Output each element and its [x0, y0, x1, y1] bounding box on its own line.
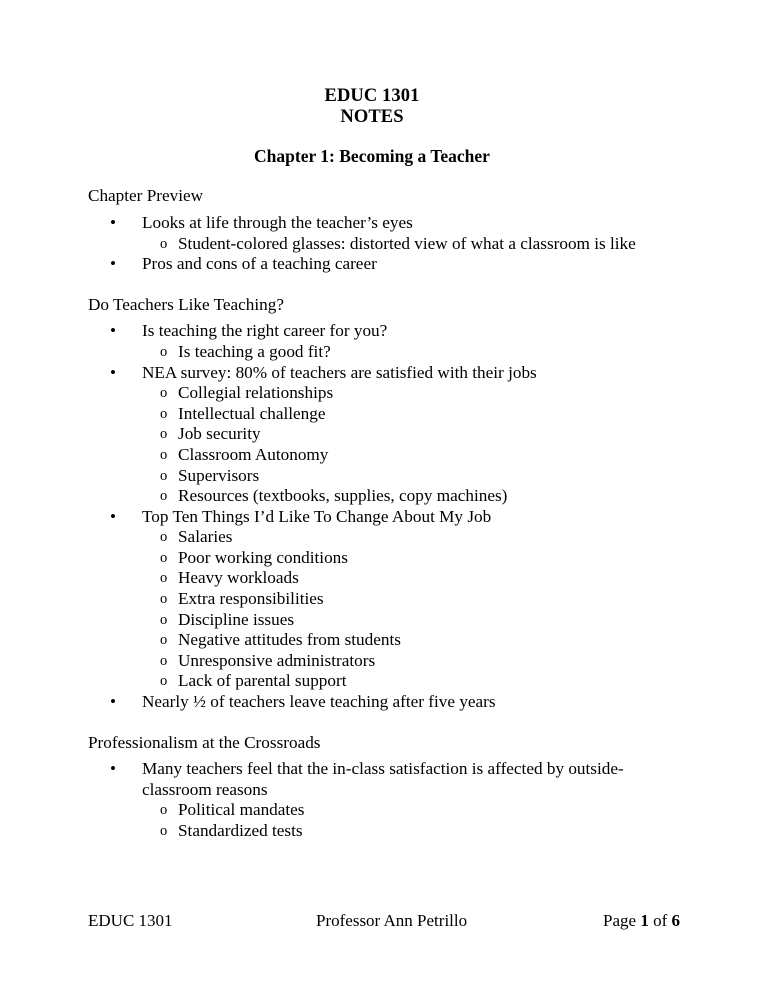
sub-bullet-text: Discipline issues	[178, 609, 295, 629]
sub-bullet-text: Collegial relationships	[178, 383, 334, 403]
sub-bullet-text: Heavy workloads	[178, 568, 299, 588]
sub-bullet-item	[142, 630, 656, 651]
bullet-circle-icon: o	[160, 343, 168, 360]
bullet-circle-icon: o	[160, 570, 168, 587]
bullet-text: Pros and cons of a teaching career	[142, 254, 377, 274]
sub-bullet-text: Lack of parental support	[178, 671, 347, 691]
bullet-item	[88, 759, 656, 841]
sub-bullet-item	[142, 486, 656, 507]
bullet-circle-icon: o	[160, 611, 168, 628]
bullet-circle-icon: o	[160, 632, 168, 649]
footer-course: EDUC 1301	[88, 911, 173, 930]
document-body	[88, 86, 656, 842]
sub-bullet-item	[142, 821, 656, 842]
sub-bullet-text: Is teaching a good fit?	[178, 341, 331, 361]
bullet-circle-icon: o	[160, 488, 168, 505]
sub-bullet-text: Standardized tests	[178, 821, 303, 841]
bullet-text: Is teaching the right career for you?	[142, 321, 388, 341]
sub-bullet-item	[142, 234, 656, 255]
bullet-item	[88, 507, 656, 692]
bullet-list-level-2	[142, 800, 656, 841]
bullet-disc-icon: •	[110, 692, 117, 712]
sub-bullet-item	[142, 671, 656, 692]
sub-bullet-item	[142, 651, 656, 672]
bullet-item	[88, 321, 656, 362]
bullet-circle-icon: o	[160, 673, 168, 690]
sub-bullet-item	[142, 610, 656, 631]
sub-bullet-text: Negative attitudes from students	[178, 630, 401, 650]
sub-bullet-item	[142, 424, 656, 445]
footer-page-number: 1	[640, 911, 649, 930]
bullet-list-level-2	[142, 342, 656, 363]
bullet-disc-icon: •	[110, 212, 117, 232]
sub-bullet-text: Resources (textbooks, supplies, copy machines)	[178, 486, 508, 506]
footer-page-indicator	[546, 911, 680, 931]
section-heading: Do Teachers Like Teaching?	[88, 294, 284, 314]
sections-container	[88, 186, 656, 841]
bullet-circle-icon: o	[160, 446, 168, 463]
sub-bullet-item	[142, 527, 656, 548]
bullet-list-level-2	[142, 234, 656, 255]
page-footer	[88, 911, 680, 931]
bullet-disc-icon: •	[110, 254, 117, 274]
bullet-circle-icon: o	[160, 802, 168, 819]
bullet-item	[88, 213, 656, 254]
sub-bullet-item	[142, 568, 656, 589]
sub-bullet-item	[142, 342, 656, 363]
bullet-list-level-1	[88, 759, 656, 841]
bullet-list-level-2	[142, 383, 656, 507]
bullet-circle-icon: o	[160, 652, 168, 669]
sub-bullet-text: Supervisors	[178, 465, 260, 485]
bullet-circle-icon: o	[160, 405, 168, 422]
bullet-disc-icon: •	[110, 321, 117, 341]
sub-bullet-item	[142, 548, 656, 569]
bullet-item	[88, 254, 656, 275]
footer-instructor: Professor Ann Petrillo	[316, 911, 468, 930]
bullet-text: Looks at life through the teacher’s eyes	[142, 212, 413, 232]
bullet-circle-icon: o	[160, 823, 168, 840]
bullet-circle-icon: o	[160, 549, 168, 566]
bullet-item	[88, 692, 656, 713]
sub-bullet-text: Political mandates	[178, 800, 305, 820]
section-heading: Professionalism at the Crossroads	[88, 732, 321, 752]
sub-bullet-item	[142, 800, 656, 821]
bullet-list-level-1	[88, 321, 656, 712]
document-title-line-2: NOTES	[340, 106, 404, 127]
sub-bullet-item	[142, 404, 656, 425]
sub-bullet-text: Job security	[178, 424, 261, 444]
sub-bullet-item	[142, 383, 656, 404]
sub-bullet-text: Salaries	[178, 527, 233, 547]
sub-bullet-item	[142, 466, 656, 487]
bullet-circle-icon: o	[160, 426, 168, 443]
bullet-list-level-2	[142, 527, 656, 692]
bullet-text: Top Ten Things I’d Like To Change About My Job	[142, 506, 492, 526]
document-title	[88, 86, 656, 128]
sub-bullet-item	[142, 589, 656, 610]
bullet-circle-icon: o	[160, 467, 168, 484]
bullet-text: Nearly ½ of teachers leave teaching after five years	[142, 692, 496, 712]
bullet-circle-icon: o	[160, 235, 168, 252]
bullet-circle-icon: o	[160, 529, 168, 546]
bullet-disc-icon: •	[110, 759, 117, 779]
sub-bullet-text: Intellectual challenge	[178, 403, 326, 423]
section-heading: Chapter Preview	[88, 186, 204, 206]
sub-bullet-text: Poor working conditions	[178, 547, 348, 567]
bullet-item	[88, 363, 656, 507]
sub-bullet-item	[142, 445, 656, 466]
bullet-disc-icon: •	[110, 506, 117, 526]
sub-bullet-text: Student-colored glasses: distorted view of what a classroom is like	[178, 233, 636, 253]
bullet-circle-icon: o	[160, 591, 168, 608]
sub-bullet-text: Classroom Autonomy	[178, 444, 329, 464]
sub-bullet-text: Extra responsibilities	[178, 589, 324, 609]
bullet-list-level-1	[88, 213, 656, 275]
bullet-circle-icon: o	[160, 385, 168, 402]
footer-of-label: of	[653, 911, 668, 930]
footer-page-label: Page	[603, 911, 637, 930]
bullet-disc-icon: •	[110, 362, 117, 382]
bullet-text: Many teachers feel that the in-class satisfaction is affected by outside-classroom reasons	[142, 759, 624, 799]
document-title-line-1: EDUC 1301	[324, 86, 420, 106]
footer-page-total: 6	[671, 911, 680, 930]
bullet-text: NEA survey: 80% of teachers are satisfied with their jobs	[142, 362, 537, 382]
chapter-heading: Chapter 1: Becoming a Teacher	[254, 145, 490, 166]
sub-bullet-text: Unresponsive administrators	[178, 650, 376, 670]
